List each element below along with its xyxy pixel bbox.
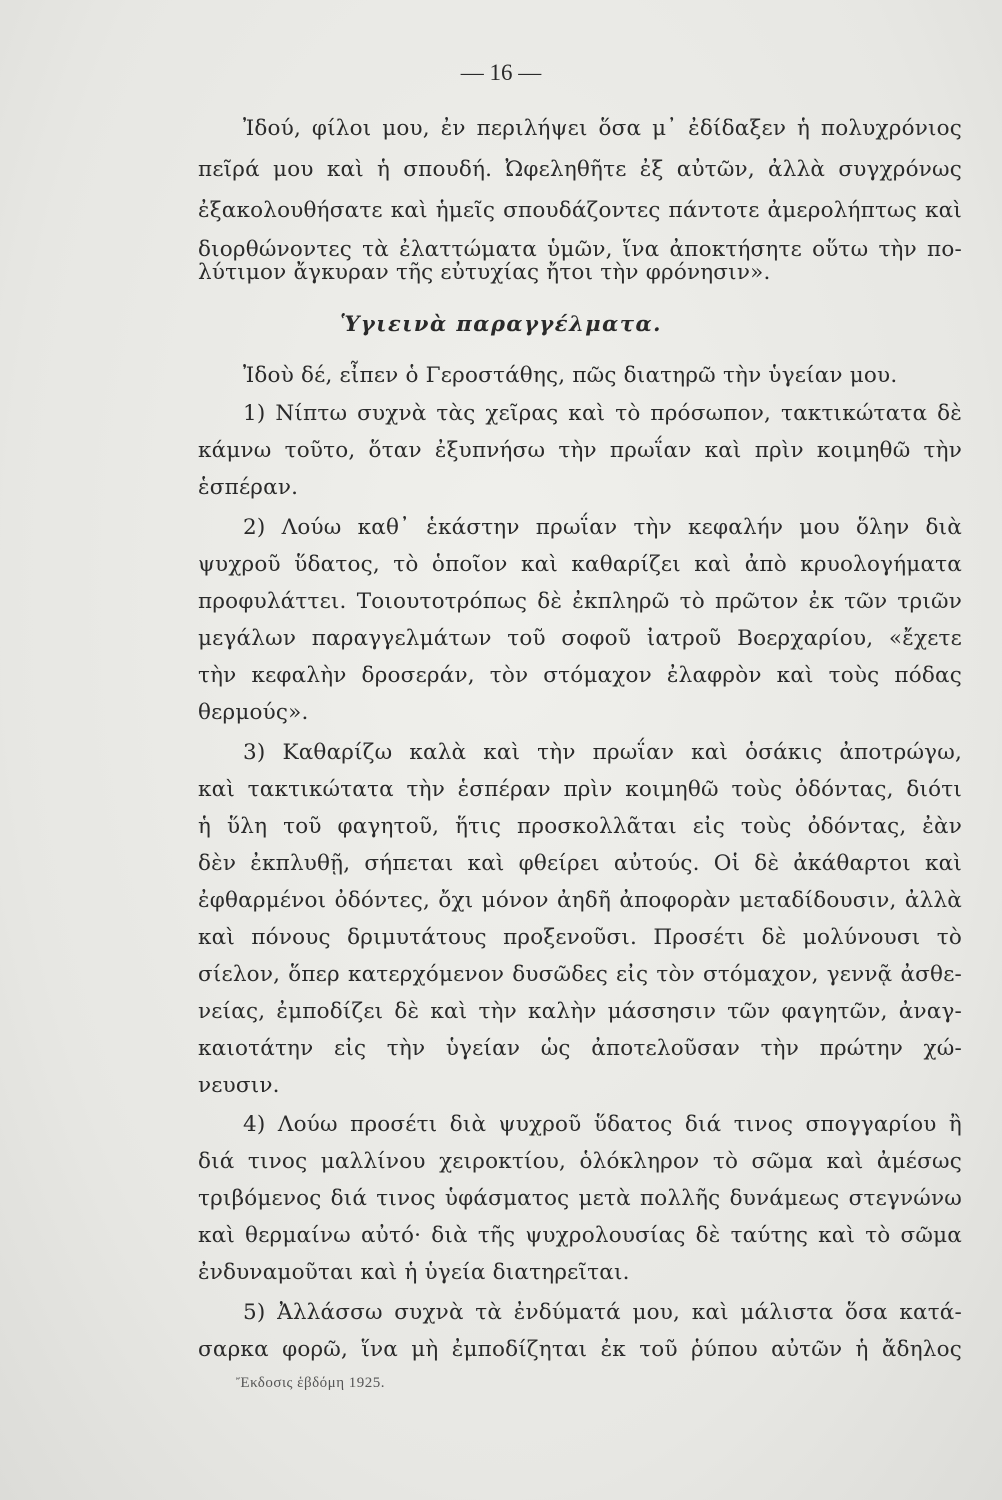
text-line: ἡ ὕλη τοῦ φαγητοῦ, ἥτις προσκολλᾶται εἰς τοὺς ὀδόντας, ἐὰν	[198, 814, 962, 839]
text-line: λύτιμον ἄγκυραν τῆς εὐτυχίας ἤτοι τὴν φρόνησιν».	[198, 260, 771, 285]
text-line: προφυλάττει. Τοιουτοτρόπως δὲ ἐκπληρῶ τὸ πρῶτον ἐκ τῶν τριῶν	[198, 589, 962, 614]
text-line: σίελον, ὅπερ κατερχόμενον δυσῶδες εἰς τὸν στόμαχον, γεννᾷ ἀσθε-	[198, 962, 962, 987]
text-line: δὲν ἐκπλυθῇ, σήπεται καὶ φθείρει αὐτούς. Οἱ δὲ ἀκάθαρτοι καὶ	[198, 851, 962, 876]
text-line: τὴν κεφαλὴν δροσεράν, τὸν στόμαχον ἐλαφρὸν καὶ τοὺς πόδας	[198, 663, 962, 688]
text-line: διορθώνοντες τὰ ἐλαττώματα ὑμῶν, ἵνα ἀποκτήσητε οὕτω τὴν πο-	[198, 237, 962, 262]
text-line: ψυχροῦ ὕδατος, τὸ ὁποῖον καὶ καθαρίζει καὶ ἀπὸ κρυολογήματα	[198, 552, 962, 577]
text-line: 4) Λούω προσέτι διὰ ψυχροῦ ὕδατος διά τινος σπογγαρίου ἢ	[243, 1112, 962, 1137]
text-line: πεῖρά μου καὶ ἡ σπουδή. Ὠφεληθῆτε ἐξ αὐτῶν, ἀλλὰ συγχρόνως	[198, 157, 962, 182]
text-line: κάμνω τοῦτο, ὅταν ἐξυπνήσω τὴν πρωΐαν καὶ πρὶν κοιμηθῶ τὴν	[198, 438, 962, 463]
text-line: μεγάλων παραγγελμάτων τοῦ σοφοῦ ἰατροῦ Βοερχαρίου, «ἔχετε	[198, 626, 962, 651]
text-line: Ἰδοὺ δέ, εἶπεν ὁ Γεροστάθης, πῶς διατηρῶ τὴν ὑγείαν μου.	[243, 363, 898, 388]
text-line: ἐξακολουθήσατε καὶ ἡμεῖς σπουδάζοντες πάντοτε ἀμερολήπτως καὶ	[198, 198, 962, 223]
text-line: καὶ πόνους δριμυτάτους προξενοῦσι. Προσέτι δὲ μολύνουσι τὸ	[198, 925, 962, 950]
text-line: σαρκα φορῶ, ἵνα μὴ ἐμποδίζηται ἐκ τοῦ ῥύπου αὐτῶν ἡ ἄδηλος	[198, 1337, 962, 1362]
text-line: καὶ θερμαίνω αὐτό· διὰ τῆς ψυχρολουσίας δὲ ταύτης καὶ τὸ σῶμα	[198, 1223, 962, 1248]
text-line: ἐφθαρμένοι ὀδόντες, ὄχι μόνον ἀηδῆ ἀποφορὰν μεταδίδουσιν, ἀλλὰ	[198, 888, 962, 913]
text-line: νευσιν.	[198, 1073, 280, 1098]
text-line: 3) Καθαρίζω καλὰ καὶ τὴν πρωΐαν καὶ ὁσάκις ἀποτρώγω,	[243, 740, 962, 765]
text-line: ἐνδυναμοῦται καὶ ἡ ὑγεία διατηρεῖται.	[198, 1260, 630, 1285]
text-line: θερμούς».	[198, 700, 309, 725]
text-line: Ἰδού, φίλοι μου, ἐν περιλήψει ὅσα μ᾽ ἐδίδαξεν ἡ πολυχρόνιος	[243, 116, 962, 141]
text-line: 2) Λούω καθ᾽ ἑκάστην πρωΐαν τὴν κεφαλήν μου ὅλην διὰ	[243, 515, 962, 540]
page-number: — 16 —	[460, 60, 542, 85]
text-line: καιοτάτην εἰς τὴν ὑγείαν ὡς ἀποτελοῦσαν τὴν πρώτην χώ-	[198, 1036, 962, 1061]
section-heading: Ὑγιεινὰ παραγγέλματα.	[340, 311, 662, 336]
edition-note: Ἔκδοσις ἑβδόμη 1925.	[236, 1375, 386, 1391]
text-line: τριβόμενος διά τινος ὑφάσματος μετὰ πολλῆς δυνάμεως στεγνώνω	[198, 1186, 962, 1211]
text-line: νείας, ἐμποδίζει δὲ καὶ τὴν καλὴν μάσσησιν τῶν φαγητῶν, ἀναγ-	[198, 999, 962, 1024]
text-line: ἑσπέραν.	[198, 475, 299, 500]
text-line: διά τινος μαλλίνου χειροκτίου, ὁλόκληρον τὸ σῶμα καὶ ἀμέσως	[198, 1149, 962, 1174]
text-line: καὶ τακτικώτατα τὴν ἑσπέραν πρὶν κοιμηθῶ τοὺς ὀδόντας, διότι	[198, 777, 962, 802]
text-line: 1) Νίπτω συχνὰ τὰς χεῖρας καὶ τὸ πρόσωπον, τακτικώτατα δὲ	[243, 401, 962, 426]
text-line: 5) Ἀλλάσσω συχνὰ τὰ ἐνδύματά μου, καὶ μάλιστα ὅσα κατά-	[243, 1300, 962, 1325]
